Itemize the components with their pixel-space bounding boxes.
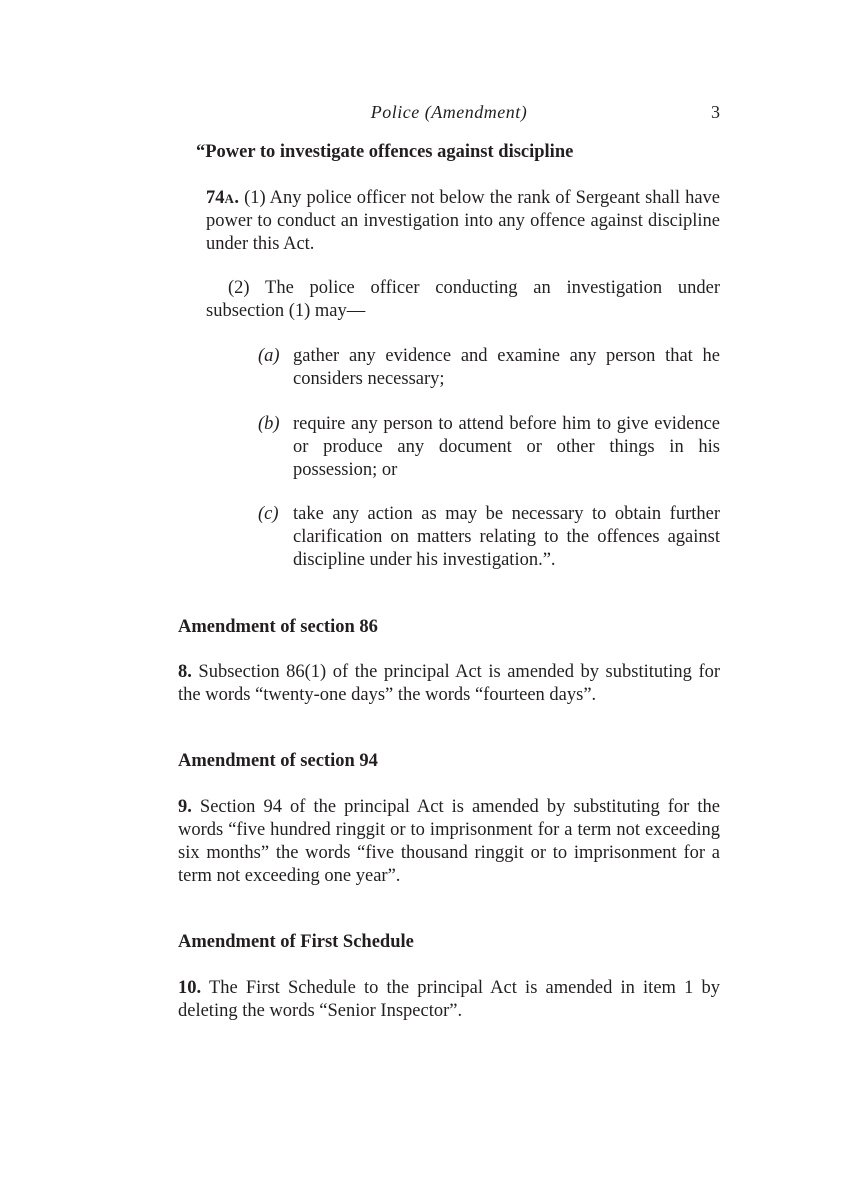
section-10-body xyxy=(178,977,720,1023)
section-74a-number-suffix: A xyxy=(224,191,235,206)
running-header xyxy=(178,102,720,128)
section-8-heading: Amendment of section 86 xyxy=(178,617,378,637)
page-number: 3 xyxy=(711,102,720,122)
section-74a-number: 74 xyxy=(206,188,225,208)
subsection-1-text: (1) Any police officer not below the rank of Sergeant shall have power to conduct an investigation into any offence against discipline under this Act. xyxy=(206,188,721,254)
section-9-text: Section 94 of the principal Act is amended by substituting for the words “five hundred ringgit or to imprisonment for a term not exceeding six months” the words “five thousand ringgit or to imprisonment for a term not exceeding one year”. xyxy=(178,797,720,886)
section-10-heading: Amendment of First Schedule xyxy=(178,932,414,952)
paragraph-a-label: (a) xyxy=(258,346,280,366)
paragraph-c-text: take any action as may be necessary to obtain further clarification on matters relating to the offences against discipline under his investigation.”. xyxy=(293,504,720,570)
paragraph-a-text: gather any evidence and examine any person that he considers necessary; xyxy=(293,346,720,389)
section-8-body xyxy=(178,661,720,707)
paragraph-b-text: require any person to attend before him to give evidence or produce any document or other things in his possession; or xyxy=(293,414,720,480)
section-10-number: 10. xyxy=(178,978,202,998)
running-title: Police (Amendment) xyxy=(370,102,528,122)
paragraph-c-label: (c) xyxy=(258,504,279,524)
section-8-text: Subsection 86(1) of the principal Act is amended by substituting for the words “twenty-one days” the words “fourteen days”. xyxy=(178,662,721,705)
section-74a-subsection-2: (2) The police officer conducting an investigation under subsection (1) may— xyxy=(206,278,720,321)
paragraph-b-label: (b) xyxy=(258,414,280,434)
section-8-number: 8. xyxy=(178,662,192,682)
section-74a-heading: “Power to investigate offences against discipline xyxy=(196,142,574,162)
section-74a-subsection-1: 74A. (1) Any police officer not below the rank of Sergeant shall have power to conduct an investigation into any offence against discipline under this Act. xyxy=(206,188,721,254)
section-10-text: The First Schedule to the principal Act is amended in item 1 by deleting the words “Senior Inspector”. xyxy=(178,978,721,1021)
section-9-body xyxy=(178,796,720,888)
section-9-number: 9. xyxy=(178,797,192,817)
section-9-heading: Amendment of section 94 xyxy=(178,751,378,771)
